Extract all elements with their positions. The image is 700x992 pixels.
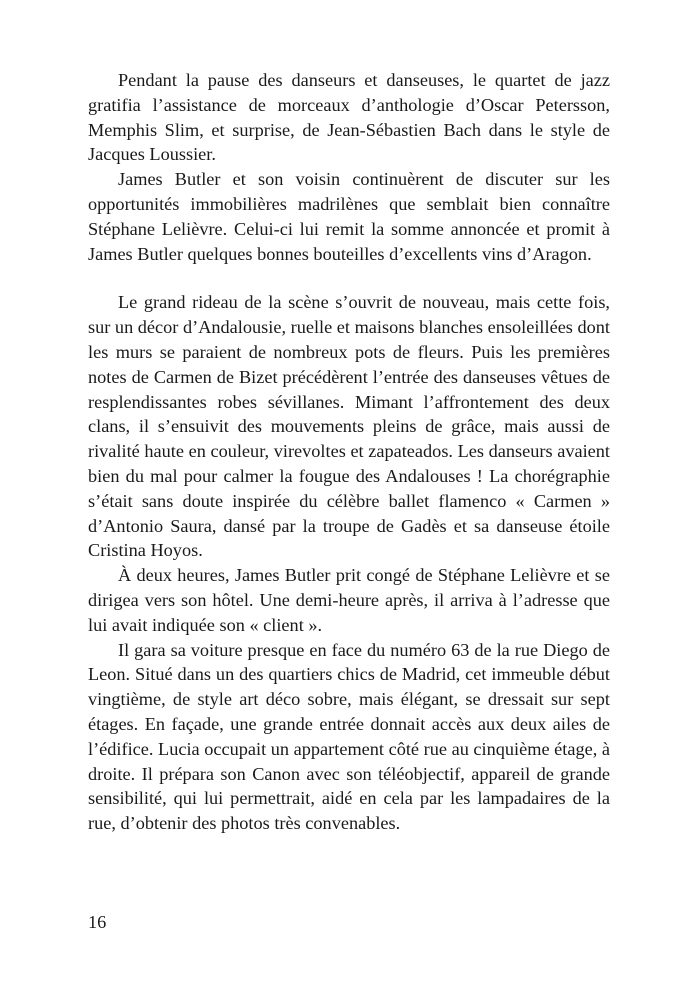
paragraph-andalusia-scene: Le grand rideau de la scène s’ouvrit de nouveau, mais cette fois, sur un décor d’Andalousie, ruelle et maisons blanches ensoleillées dont les murs se paraient de nombreux pots de fleurs. Puis les premières notes de Carmen de Bizet précédèrent l’entrée des danseuses vêtues de resplendissantes robes sévillanes. Mimant l’affrontement des deux clans, il s’ensuivit des mouvements pleins de grâce, mais aussi de rivalité haute en couleur, virevoltes et zapateados. Les danseurs avaient bien du mal pour calmer la fougue des Andalouses ! La chorégraphie s’était sans doute inspirée du célèbre ballet flamenco « Carmen » d’Antonio Saura, dansé par la troupe de Gadès et sa danseuse étoile Cristina Hoyos. [88,292,610,561]
paragraph-butler-neighbor: James Butler et son voisin continuèrent de discuter sur les opportunités immobilières madrilènes que semblait bien connaître Stéphane Lelièvre. Celui-ci lui remit la somme annoncée et promit à James Butler quelques bonnes bouteilles d’excellents vins d’Aragon. [88,169,610,264]
section-break [88,266,610,290]
page-body [88,68,610,836]
page-number: 16 [88,912,107,932]
paragraph-two-oclock: À deux heures, James Butler prit congé de Stéphane Lelièvre et se dirigea vers son hôtel. Une demi-heure après, il arriva à l’adresse que lui avait indiquée son « client ». [88,565,610,635]
paragraph-diego-de-leon: Il gara sa voiture presque en face du numéro 63 de la rue Diego de Leon. Situé dans un des quartiers chics de Madrid, cet immeuble début vingtième, de style art déco sobre, mais élégant, se dressait sur sept étages. En façade, une grande entrée donnait accès aux deux ailes de l’édifice. Lucia occupait un appartement côté rue au cinquième étage, à droite. Il prépara son Canon avec son téléobjectif, appareil de grande sensibilité, qui lui permettrait, aidé en cela par les lampadaires de la rue, d’obtenir des photos très convenables. [88,639,610,834]
paragraph-jazz-pause: Pendant la pause des danseurs et danseuses, le quartet de jazz gratifia l’assistance de morceaux d’anthologie d’Oscar Petersson, Memphis Slim, et surprise, de Jean-Sébastien Bach dans le style de Jacques Loussier. [88,70,610,165]
